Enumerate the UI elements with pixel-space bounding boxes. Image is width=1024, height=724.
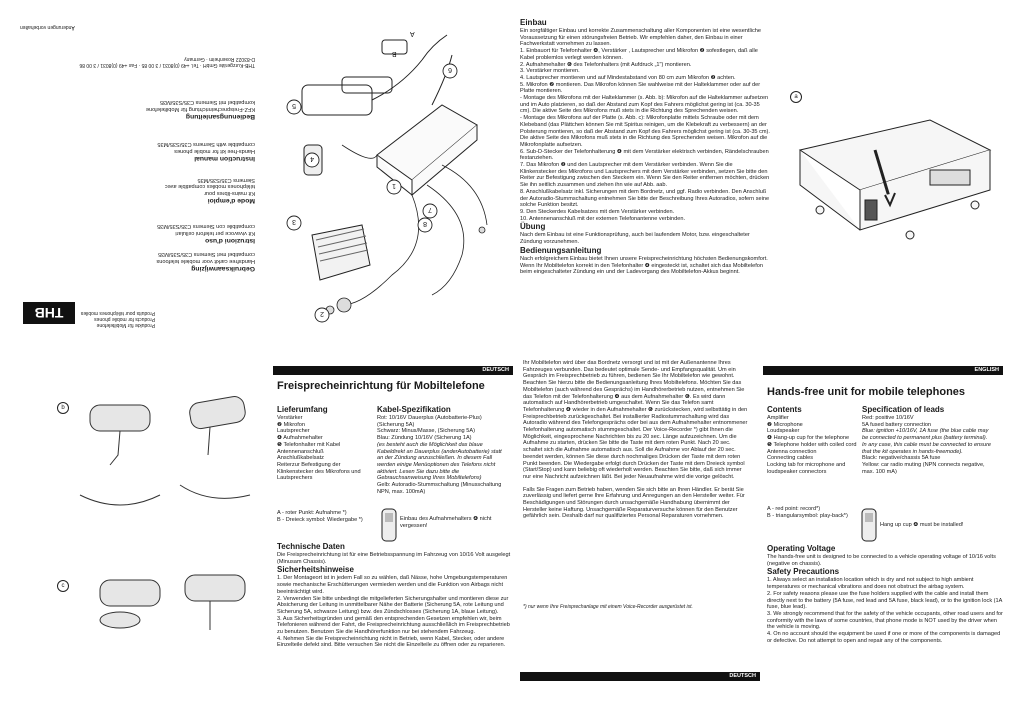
- callout-4: 4: [310, 155, 314, 162]
- callout-2: 2: [320, 310, 324, 317]
- kabel-heading: Kabel-Spezifikation: [377, 405, 451, 414]
- list-item: Red: positive 10/16V: [862, 415, 914, 421]
- callout-1: 1: [392, 182, 396, 189]
- en-manual-block: Instruction manual Hands-free kit for mobile phones compatible with Siemens C35/S35/M35: [55, 141, 255, 162]
- list-item: Yellow: car radio muting (NPN connects negative, max. 100 mA): [862, 461, 985, 475]
- key-b: B - triangularsymbol: play-back*): [767, 512, 848, 519]
- en-key: [767, 506, 867, 519]
- einbau-heading: Einbau: [520, 18, 547, 27]
- list-item: (es besteht auch die Möglichkeit das blaue Kabeldirekt an Dauerplus (anderAutobatterie) statt an der Zündung anzuschließen. In diesem Fall werden einige Menüoptionen des Telefons nicht aktiviert. Lesen Sie dazu bitte die Gebrauchsanweisung Ihres Mobiltelefons): [377, 441, 502, 482]
- de-operation-text: Ihr Mobiltelefon wird über das Bordnetz versorgt und ist mit der Außenantenne Ihres Fahrzeuges verbunden. Das bedeutet optimale Sende- und Empfangsqualität. Um ein Gespräch im Freisprechbetrieb zu führen, bedienen Sie Ihr Mobiltelefon wie gewohnt. Beachten Sie hierzu bitte die Bedienungsanleitung Ihres Mobiltelefons. Möchten Sie das Mobiltelefon (auch während des Gesprächs) im Handhörerbetrieb nutzen, entnehmen Sie das Telefon mit der Telefonhalterung ❹ aus dem Aufnahmehalter ❻. Es wird dann automatisch auf Handhörerbetrieb umgeschaltet. Wenn Sie das Telefon samt Telefonhalterung ❹ wieder in den Aufnahmehalter ❻ zurückstecken, wird selbsttätig in den Freisprechbetrieb zurückgeschaltet. Bei installierter Radiostummschaltung wird das Autoradio während des Telefongesprächs oder bei aus dem Aufnahmehalter entnommener Telefonhalterung automatisch stummgeschaltet. Der Voice-Recorder *) gibt Ihnen die Möglichkeit, eingesprochene Nachrichten bis zu 20 sec. Länge aufzuzeichnen. Um die Aufnahme zu starten, drücken Sie bitte die Taste mit dem roten Punkt. Nach 20 sec. schaltet sich die Aufnahme automatisch aus. Soll die Aufnahme vor Ablauf der 20 sec. beendet werden, können Sie diese durch nochmaliges Drücken der Taste mit dem roten Punkt beenden. Die Wiedergabe erfolgt durch Drücken der Taste mit dem Dreieck symbol (Start/Stop) und kann beliebig oft wiederholt werden. Beachten Sie bitte, daß sich immer nur eine Nachricht aufzeichnen läßt. Bei jeder Neuaufnahme wird die vorige gelöscht. Falls Sie Fragen zum Betrieb haben, wenden Sie sich bitte an Ihren Händler. Er berät Sie zuverlässig und liefert gerne Ihre Erfahrung und Anregungen an den Hersteller weiter. Für Beschädigungen und Störungen durch unsachgemäße Handhabung übernimmt der Hersteller keine Haftung. Unsachgemäße Reparaturversuche können für den Benutzer gefährlich sein. Deshalb darf nur qualifiziertes Personal Reparaturen vornehmen.: [523, 360, 748, 520]
- en-leads: [862, 405, 992, 475]
- list-item: Locking tab for microphone and loudspeaker connectors: [767, 461, 846, 475]
- en-contents: [767, 405, 859, 475]
- thb-logo: THB: [23, 302, 75, 324]
- figure-b-label: b: [57, 402, 69, 414]
- en-voltage: [767, 544, 1003, 644]
- en-phone-icon: [860, 508, 878, 542]
- cover-notes: Änderungen vorbehalten: [20, 24, 75, 30]
- list-item: 4. Lautsprecher montieren und auf Mindestabstand von 80 cm zum Mikrofon ❷ achten.: [520, 74, 736, 81]
- installation-diagram: [282, 15, 512, 345]
- fr-manual-title: Mode d'emploi: [207, 197, 255, 204]
- safety-list: [277, 575, 513, 649]
- key-a: A - roter Punkt: Aufnahme *): [277, 510, 347, 516]
- bedienung-text: Nach erfolgreichem Einbau bietet Ihnen unsere Freisprecheinrichtung höchsten Bedienungskomfort. Wenn Ihr Mobiltelefon korrekt in den Telefonhalter ❹ eingesteckt ist, schaltet sich das Mobiltelefon beim eingeschalteter Zündung ein und der Ladevorgang des Mobiltelefon-Akkus beginnt.: [520, 255, 768, 276]
- voltage-text: The hands-free unit is designed to be connected to a vehicle operating voltage of 10/16 volts (negative on chassis).: [767, 554, 996, 567]
- list-item: Antennenanschluß: [277, 448, 324, 455]
- list-item: - Montage des Mikrofons mit der Halteklammer (s. Abb. b): Mikrofon auf die Halteklammer aufsetzen und im Auto platzieren, so daß der Abstand zum Kopf des Fahrers möglichst gering ist (ca. 30-35 cm). Die aktive Seite des Mikrofons muß stets in die Richtung des Sprechenden weisen.: [520, 95, 769, 115]
- kabel-list: [377, 415, 509, 495]
- mic-plate-illustration: [60, 560, 260, 680]
- it-manual-block: Istruzioni d'uso Kit vivavoce per telefoni cellulari compatibile con Siemens C35/S35/M35: [55, 223, 255, 244]
- list-item: ❷ Mikrofon: [277, 421, 306, 428]
- list-item: 2. Aufnahmehalter ❻ des Telefonhalters (mit Aufdruck „1") montieren.: [520, 61, 692, 68]
- amplifier-detail-illustration: [790, 110, 1000, 260]
- list-item: Connecting cables: [767, 455, 814, 462]
- de-key: [277, 510, 377, 523]
- callout-3: 3: [292, 218, 296, 225]
- de-section-bar: DEUTSCH: [273, 366, 513, 375]
- list-item: Reiterzur Befestigung der Klinkenstecker des Mikrofons und Lautsprechers: [277, 461, 361, 482]
- list-item: ❹ Hang-up cup for the telephone: [767, 435, 850, 442]
- list-item: ❹ Aufnahmehalter: [277, 435, 323, 442]
- nl-manual-block: Gebruiksaanwijzing Handsfree carkit voor mobiele telefoons compatibel met Siemens C35/S35/M35: [55, 251, 255, 272]
- de-kabel: [377, 405, 509, 495]
- list-item: 5A fused battery connection: [862, 421, 932, 428]
- list-item: 5. Mikrofon ❷ montieren. Das Mikrofon können Sie wahlweise mit der Halteklammer oder auf der Platte montieren.: [520, 81, 761, 95]
- list-item: 4. Nehmen Sie die Freisprecheinrichtung nicht in Betrieb, wenn Kabel, Stecker, oder andere Einzelteile defekt sind. Bitte versuchen Sie nicht die Einzelteile zu öffnen oder zu reparieren.: [277, 635, 506, 649]
- tech-text: Die Freisprecheinrichtung ist für eine Betriebsspannung im Fahrzeug von 10/16 Volt ausgelegt (Minusam Chassis).: [277, 552, 511, 565]
- en-title: Hands-free unit for mobile telephones: [767, 386, 966, 398]
- list-item: ❺ Telefonhalter mit Kabel: [277, 441, 341, 448]
- callout-a-letter: A: [410, 30, 415, 37]
- voltage-heading: Operating Voltage: [767, 544, 836, 553]
- list-item: Antenna connection: [767, 448, 817, 455]
- mic-clip-illustration: [60, 395, 260, 555]
- callout-8: 8: [423, 220, 427, 227]
- list-item: Lautsprecher: [277, 428, 310, 435]
- fr-manual-block: Mode d'emploi Kit mains-libres pour téléphones mobiles compatible avec Siemens C35/S35/M35: [55, 176, 255, 204]
- list-item: Gelb: Autoradio-Stummschaltung (Minusschaltung NPN, max. 100mA): [377, 482, 502, 495]
- de-title: Freisprecheinrichtung für Mobiltelefone: [277, 380, 485, 392]
- contents-list: [767, 415, 859, 475]
- callout-7: 7: [428, 206, 432, 213]
- list-item: Black: negative/chassis 5A fuse: [862, 455, 941, 462]
- callout-6: 6: [448, 66, 452, 73]
- uebung-heading: Übung: [520, 222, 546, 232]
- de-technical: [277, 542, 513, 649]
- lieferumfang-heading: Lieferumfang: [277, 405, 328, 414]
- list-item: 9. Den Steckerdes Kabelsatzes mit dem Verstärker verbinden.: [520, 208, 675, 215]
- list-item: Schwarz: Minus/Masse, (Sicherung 5A): [377, 428, 475, 435]
- phone-holder-illustration: [302, 35, 452, 115]
- uebung-text: Nach dem Einbau ist eine Funktionsprüfung, auch bei laufendem Motor, bzw. eingeschalteter Zündung vorzunehmen.: [520, 232, 750, 246]
- de-manual-title: Bedienungsanleitung: [185, 113, 255, 120]
- de-phone-note: Einbau des Aufnahmehalters ❹ nicht vergessen!: [400, 516, 492, 529]
- en-section-bar: ENGLISH: [763, 366, 1003, 375]
- callout-b-letter: B: [392, 50, 397, 57]
- cover-panel: [20, 10, 255, 330]
- de-bottom-bar: DEUTSCH: [520, 672, 760, 681]
- list-item: Blau: Zündung 10/16V (Sicherung 1A): [377, 435, 472, 442]
- it-manual-title: Istruzioni d'uso: [205, 237, 255, 244]
- de-lieferumfang: [277, 405, 372, 482]
- list-item: ❷ Microphone: [767, 421, 803, 428]
- einbau-intro: Ein sorgfältiger Einbau und korrekte Zusammenschaltung aller Komponenten ist eine wesentliche Voraussetzung für einen störungsfreien Betrieb. Wir empfehlen daher, den Einbau in einer Fachwerkstatt vornehmen zu lassen.: [520, 28, 761, 48]
- list-item: 6. Sub-D-Stecker der Telefonhalterung ❹ mit dem Verstärker elektrisch verbinden, Rändelschrauben festanziehen.: [520, 148, 769, 162]
- key-b: B - Dreieck symbol: Wiedergabe *): [277, 516, 363, 523]
- figure-c-label: c: [57, 580, 69, 592]
- en-safety-list: [767, 577, 1003, 644]
- list-item: Blue: ignition +10/16V, 1A fuse (the blue cable may be connected to permanent plus (battery terminal). In any case, this cable must be connected to ensure that the kit operates in hands-freemode).: [862, 428, 992, 455]
- list-item: 1. Einbauort für Telefonhalter ❹, Verstärker , Lautsprecher und Mikrofon ❷ sofestlegen, daß alle Kabel problemlos verlegt werden können.: [520, 48, 758, 61]
- key-a: A - red point: record*): [767, 506, 821, 512]
- list-item: Verstärker: [277, 415, 303, 421]
- contents-heading: Contents: [767, 405, 802, 414]
- list-item: 4. On no account should the equipment be used if one or more of the components is damaged or defective. Do not attempt to open and repair any of the components.: [767, 631, 1001, 644]
- safety-heading: Sicherheitshinweise: [277, 565, 354, 575]
- leads-list: [862, 415, 992, 475]
- leads-heading: Specification of leads: [862, 405, 945, 414]
- callout-5: 5: [292, 102, 296, 109]
- list-item: 7. Das Mikrofon ❷ und den Lautsprecher mit dem Verstärker verbinden. Wenn Sie die Klinkenstecker des Mikrofons und Lautsprechers mit dem Verstärker verbinden, setzen Sie bitte den Reiter zur Befestigung zwischen den Steckern ein. Wenn Sie den Reiter entfernen möchten, drücken Sie ihn seitlich zusammen und ziehen ihn wie auf Abb. aab.: [520, 162, 770, 189]
- list-item: Loudspeaker: [767, 428, 800, 435]
- en-phone-note: Hang up cup ❹ must be installed!: [880, 522, 964, 528]
- figure-a-label: a: [790, 91, 802, 103]
- list-item: Amplifier: [767, 415, 789, 421]
- loudspeaker-illustration: [312, 225, 370, 280]
- list-item: 1. Always select an installation location which is dry and not subject to high ambient temperatures or mechanical vibrations and does not obstruct the airbag system.: [767, 577, 974, 591]
- list-item: 10. Antennenanschluß mit der externen Telefonantenne verbinden.: [520, 215, 686, 222]
- list-item: ❺ Telephone holder with coiled cord: [767, 441, 857, 448]
- logo-caption: Produkte für Mobiltelefone Products for mobile phones Produits pour téléphones mobiles: [80, 310, 155, 328]
- einbau-steps: [520, 48, 770, 222]
- lieferumfang-list: [277, 415, 372, 482]
- list-item: 3. Verstärker montieren.: [520, 68, 580, 75]
- en-manual-title: Instruction manual: [194, 155, 255, 162]
- en-safety-heading: Safety Precautions: [767, 567, 840, 577]
- list-item: - Montage des Mikrofons auf der Platte (s. Abb. c): Mikrofonplatte mittels Schraube oder mit dem Klebeband (das Plättchen können Sie mit Spiritus reinigen, um die Klebekraft zu verbessern) an der Polsterung montieren, so daß der Abstand zum Kopf des Fahrers möglichst gering ist (ca. 30-35 cm). Die aktive Seite des Mikrofons muß stets in die Richtung des Sprechenden weisen. Mikrofon auf die Mikrofonplatte aufsetzen.: [520, 115, 770, 148]
- cover-address: THB-Kurzgeräte GmbH · Tel. +49 (0)8031 / 3 00 85 · Fax +49 (0)8031 / 3 00 86 D-83022 Rosenheim · Germany: [79, 56, 255, 68]
- list-item: Rot: 10/16V Dauerplus (Autobatterie-Plus) (Sicherung 5A): [377, 415, 482, 428]
- tech-heading: Technische Daten: [277, 542, 345, 551]
- de-phone-icon: [380, 508, 398, 542]
- list-item: 3. We strongly recommend that for the safety of the vehicle occupants, other road users and for conformity with the laws of some countries, that phone mode is NOT used by the driver when the vehicle is moving.: [767, 610, 1003, 631]
- einbau-section: [520, 18, 770, 276]
- list-item: 3. Aus Sicherheitsgründen und gemäß den entsprechenden Gesetzen empfehlen wir, beim Telefonieren während der Fahrt, die Freisprecheinrichtung ausschließlich im Freisprechbetrieb zu benutzen. Benutzen Sie die Handhörerfunktion nur bei stehendem Fahrzeug.: [277, 615, 510, 636]
- list-item: 2. For safety reasons please use the fuse holders supplied with the cable and install them directly next to the battery (5A fuse, red lead and 5A fuse, black lead), or to the ignition lock (1A fuse, blue lead).: [767, 590, 1003, 611]
- list-item: Anschlußkabelsatz: [277, 455, 324, 462]
- de-footnote: *) nur wenn Ihre Freisprechanlage mit einem Voice-Recorder ausgerüstet ist.: [523, 604, 693, 610]
- de-manual-block: Bedienungsanleitung KFZ-Freisprecheinrichtung für Mobiltelefone kompatibel mit Siemens C35/S35/M35: [55, 99, 255, 120]
- list-item: 2. Verwenden Sie bitte unbedingt die mitgelieferten Sicherungshalter und montieren diese zur Absicherung der Leitung in unmittelbarer Nähe der Batterie (Sicherung 5A, rote Leitung und Sicherung 5A, schwarze Leitung) bzw. des Zündschlosses (Sicherung 1A, blaue Leitung).: [277, 595, 509, 615]
- bedienung-heading: Bedienungsanleitung: [520, 245, 602, 255]
- list-item: 8. Anschlußkabelsatz inkl. Sicherungen mit dem Bordnetz, und ggf. Radio verbinden. Den Anschluß der Autoradio-Stummschaltung entnehmen Sie bitte der Beschreibung Ihres Autoradios, sofern seine solche Funktion besitzt.: [520, 188, 770, 209]
- nl-manual-title: Gebruiksaanwijzing: [191, 265, 255, 272]
- list-item: 1. Der Montageort ist in jedem Fall so zu wählen, daß Nässe, hohe Umgebungstemperaturen sowie mechanische Erschütterungen vermieden werden und die Funktion von Airbags nicht beeinträchtigt wird.: [277, 575, 508, 595]
